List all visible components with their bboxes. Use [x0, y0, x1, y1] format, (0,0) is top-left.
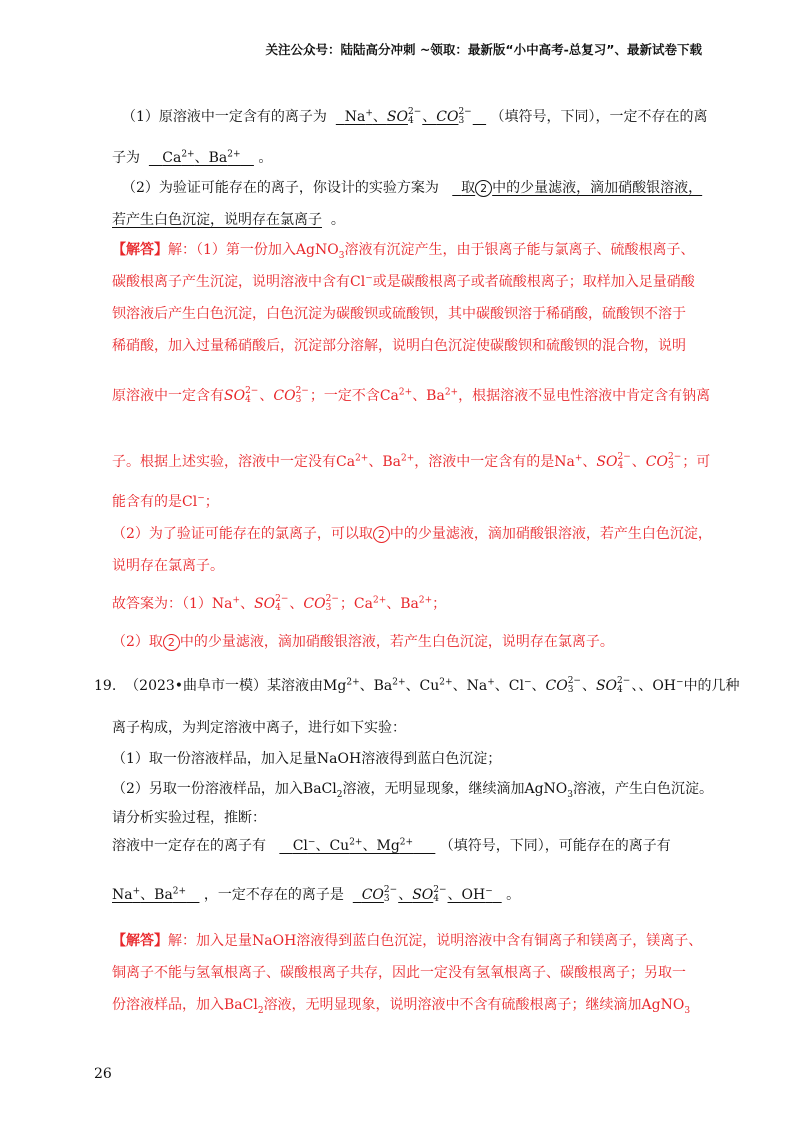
q18-answer-summary-2: （2）取 2 中的少量滤液，滴加硝酸银溶液，若产生白色沉淀，说明存在氯离子。	[112, 634, 614, 650]
q18-part1-answer: Na+、SO 2− 4 、CO 2− 3	[344, 107, 472, 126]
circled-2-icon: 2	[163, 634, 180, 651]
q18-part2-answer: 取 2 中的少量滤液，滴加硝酸银溶液，	[461, 180, 703, 196]
q18-part2-line1: （2）为验证可能存在的离子，你设计的实验方案为 取 2 中的少量滤液，滴加硝酸银溶液，	[122, 180, 703, 196]
circled-2-icon: 2	[373, 526, 390, 543]
q18-solution-line9: 说明存在氯离子。	[112, 558, 224, 574]
q19-solution-line2: 铜离子不能与氢氧根离子、碳酸根离子共存，因此一定没有氢氧根离子、碳酸根离子；另取一	[112, 965, 686, 981]
q19-solution-line3: 份溶液样品，加入BaCl$_2$溶液，无明显现象，说明溶液中不含有硫酸根离子；继续滴加AgNO$_3$	[112, 997, 691, 1016]
page-number: 26	[94, 1066, 112, 1082]
q19-answer-possible: Na+、$Ba^{2+}$	[112, 886, 187, 903]
q18-solution-line5: 原溶液中一定含有SO 2− 4 、CO 2− 3 ；一定不含$Ca^{2+}$、$Ba^{2+}$，根据溶液不显电性溶液中肯定含有钠离	[112, 386, 711, 405]
q19-solution-line1: 【解答】解：加入足量NaOH溶液得到蓝白色沉淀，说明溶液中含有铜离子和镁离子，镁离子、	[112, 933, 703, 949]
q19-blank-line2: Na+、$Ba^{2+}$ ，一定不存在的离子是 CO 2− 3 、SO 2− 4 、OH− 。	[112, 885, 521, 904]
q18-part1-line2: 子为 $Ca^{2+}$、$Ba^{2+}$ 。	[112, 149, 273, 166]
q18-solution-line6: 子。根据上述实验，溶液中一定没有$Ca^{2+}$、$Ba^{2+}$，溶液中一定含有的是Na+、SO 2− 4 、CO 2− 3 ；可	[112, 452, 711, 471]
q18-part1-line1: （1）原溶液中一定含有的离子为 Na+、SO 2− 4 、CO 2− 3 （填符号，下同），一定不存在的离	[122, 107, 708, 126]
q18-solution-line8: （2）为了验证可能存在的氯离子，可以取 2 中的少量滤液，滴加硝酸银溶液，若产生白色沉淀，	[112, 526, 712, 542]
question-number: 19.	[94, 678, 117, 694]
q18-solution-line4: 稀硝酸，加入过量稀硝酸后，沉淀部分溶解，说明白色沉淀使碳酸钡和硫酸钡的混合物，说明	[112, 338, 686, 354]
q18-solution-line2: 碳酸根离子产生沉淀，说明溶液中含有Cl−或是碳酸根离子或者硫酸根离子；取样加入足量硝酸	[112, 273, 695, 290]
q18-part2-line2: 若产生白色沉淀，说明存在氯离子 。	[112, 212, 345, 228]
q19-answer-present: Cl−、$Cu^{2+}$、$Mg^{2+}$	[292, 837, 414, 854]
q19-answer-absent: CO 2− 3 、SO 2− 4 、OH−	[361, 885, 493, 904]
page-header: 关注公众号：陆陆高分冲刺 ~领取：最新版“小中高考-总复习”、最新试卷下载	[265, 42, 702, 57]
q19-stem-line2: 离子构成，为判定溶液中离子，进行如下实验：	[112, 720, 406, 736]
q19-step1: （1）取一份溶液样品，加入足量NaOH溶液得到蓝白色沉淀；	[112, 751, 502, 767]
q19-blank-line1: 溶液中一定存在的离子有 Cl−、$Cu^{2+}$、$Mg^{2+}$ （填符号，下同），可能存在的离子有	[112, 837, 671, 854]
circled-2-icon: 2	[475, 180, 492, 197]
q19-step2: （2）另取一份溶液样品，加入BaCl$_2$溶液，无明显现象，继续滴加AgNO$_3$溶液，产生白色沉淀。	[112, 781, 714, 800]
q19-stem-line1: 19. （2023•曲阜市一模）某溶液由$Mg^{2+}$、$Ba^{2+}$、$Cu^{2+}$、Na+、Cl−、CO 2− 3 、SO 2− 4 、、OH−中的几种	[94, 676, 740, 695]
q19-prompt: 请分析实验过程，推断：	[112, 810, 266, 826]
q18-solution-line7: 能含有的是Cl−；	[112, 493, 219, 510]
q18-solution-line1: 【解答】解：（1）第一份加入AgNO$_3$溶液有沉淀产生，由于银离子能与氯离子、硫酸根离子、	[112, 242, 695, 261]
q18-solution-line3: 钡溶液后产生白色沉淀，白色沉淀为碳酸钡或硫酸钡，其中碳酸钡溶于稀硝酸，硫酸钡不溶于	[112, 306, 686, 322]
q18-answer-summary: 故答案为：（1）Na+、SO 2− 4 、CO 2− 3 ；$Ca^{2+}$、$Ba^{2+}$；	[112, 594, 447, 613]
q18-part1-answer2: $Ca^{2+}$、$Ba^{2+}$	[162, 149, 241, 166]
